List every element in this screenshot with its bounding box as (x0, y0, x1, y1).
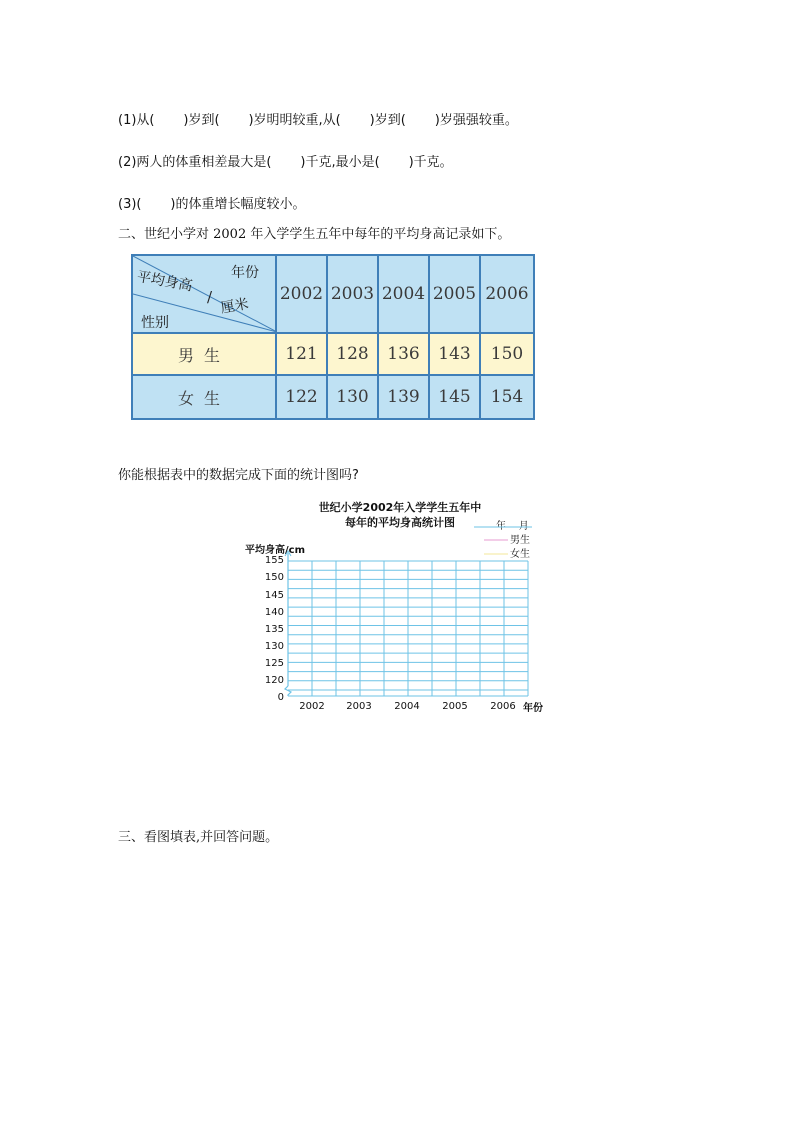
x-tick-label: 2005 (442, 701, 468, 712)
girls-value: 130 (327, 375, 378, 419)
chart-title-line-1: 世纪小学2002年入学学生五年中 (318, 501, 482, 514)
boys-value: 143 (429, 333, 480, 375)
boys-label: 男生 (132, 333, 276, 375)
legend-girl-label: 女生 (510, 549, 530, 560)
legend-boy-label: 男生 (510, 535, 530, 546)
girls-value: 122 (276, 375, 327, 419)
year-header: 2004 (378, 255, 429, 333)
y-axis-label: 平均身高/cm (245, 545, 305, 556)
y-tick-label: 125 (264, 658, 284, 669)
corner-year-label: 年份 (231, 265, 259, 281)
axis-break-mark (285, 686, 291, 696)
x-tick-label: 2003 (346, 701, 372, 712)
chart-grid (285, 551, 528, 696)
y-tick-label: 130 (264, 641, 284, 652)
section-2-title: 二、世纪小学对 2002 年入学学生五年中每年的平均身高记录如下。 (118, 227, 511, 242)
corner-unit-label: 厘米 (219, 296, 250, 317)
x-tick-label: 2004 (394, 701, 420, 712)
girls-value: 154 (480, 375, 534, 419)
x-axis-label: 年份 (523, 703, 543, 714)
corner-height-label: 平均身高 (135, 268, 194, 295)
year-header: 2005 (429, 255, 480, 333)
boys-value: 136 (378, 333, 429, 375)
y-tick-label: 145 (264, 590, 284, 601)
girls-value: 145 (429, 375, 480, 419)
section-2-prompt: 你能根据表中的数据完成下面的统计图吗? (118, 468, 359, 483)
y-tick-label: 150 (264, 572, 284, 583)
year-header: 2003 (327, 255, 378, 333)
girls-label: 女生 (132, 375, 276, 419)
y-tick-label: 135 (264, 624, 284, 635)
y-tick-label: 120 (264, 675, 284, 686)
boys-value: 150 (480, 333, 534, 375)
chart-title-line-2: 每年的平均身高统计图 (345, 516, 455, 529)
legend-date: 年 月 (496, 521, 529, 532)
corner-slash: / (207, 288, 213, 306)
corner-gender-label: 性别 (141, 315, 169, 331)
y-tick-label: 155 (264, 555, 284, 566)
section-3-title: 三、看图填表,并回答问题。 (118, 830, 279, 845)
y-tick-label: 140 (264, 607, 284, 618)
boys-value: 128 (327, 333, 378, 375)
question-3: (3)( )的体重增长幅度较小。 (118, 197, 306, 212)
question-2: (2)两人的体重相差最大是( )千克,最小是( )千克。 (118, 155, 453, 170)
year-header: 2002 (276, 255, 327, 333)
x-tick-label: 2002 (299, 701, 325, 712)
girls-value: 139 (378, 375, 429, 419)
x-tick-label: 2006 (490, 701, 516, 712)
boys-value: 121 (276, 333, 327, 375)
chart-legend (474, 527, 532, 554)
year-header: 2006 (480, 255, 534, 333)
question-1: (1)从( )岁到( )岁明明较重,从( )岁到( )岁强强较重。 (118, 113, 518, 128)
y-tick-label: 0 (277, 692, 284, 703)
